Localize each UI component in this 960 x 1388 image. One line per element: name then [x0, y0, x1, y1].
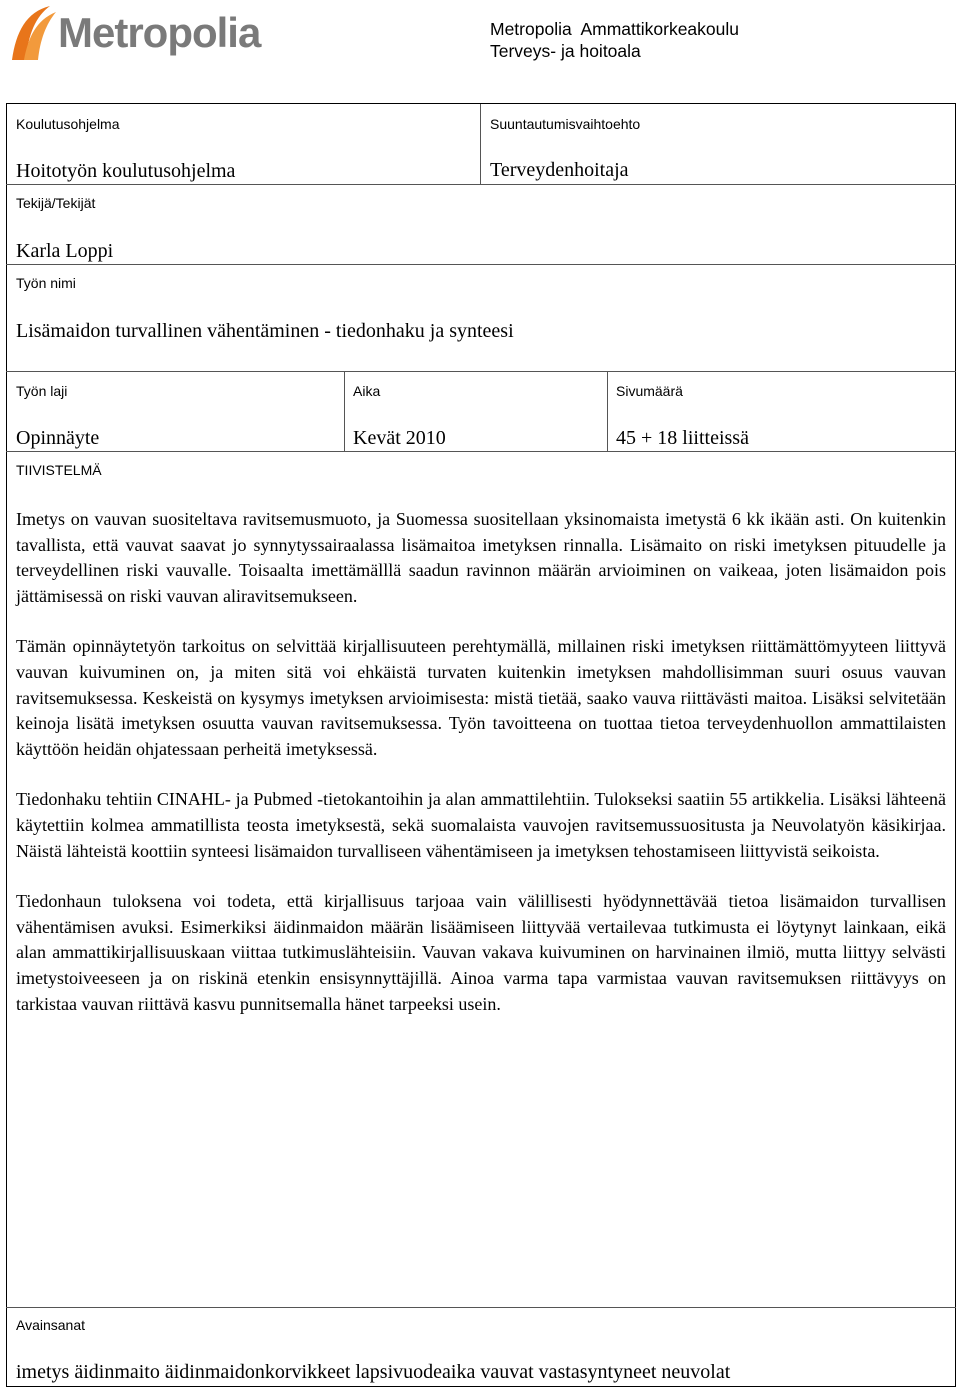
degree-programme-value: Hoitotyön koulutusohjelma [16, 160, 236, 182]
divider [6, 371, 956, 372]
degree-programme-label: Koulutusohjelma [16, 116, 120, 132]
divider [6, 264, 956, 265]
abstract-paragraph: Tämän opinnäytetyön tarkoitus on selvittää kirjallisuuteen perehtymällä, millainen riski imetyksen riittämättömyyteen liittyvä vauvan kuivuminen on, ja miten sitä voi ehkäistä turvaten kuitenkin imetyksen mahdollisimman suuri osuus vauvan ravitsemuksessa. Keskeistä on kysymys imetyksen arvioimisesta: mistä tietää, saako vauva riittävästi maitoa. Lisäksi selvitetään keinoja lisätä imetyksen osuutta vauvan ravitsemuksessa. Työn tavoitteena on tuottaa tietoa terveydenhuollon ammattilaisten käyttöön heidän ohjatessaan perheitä imetyksessä. [16, 636, 946, 759]
author-value: Karla Loppi [16, 240, 114, 262]
keywords-label: Avainsanat [16, 1317, 86, 1333]
thesis-title-value: Lisämaidon turvallinen vähentäminen - tiedonhaku ja synteesi [16, 320, 514, 342]
thesis-title-label: Työn nimi [16, 275, 76, 291]
time-label: Aika [353, 383, 381, 399]
abstract-paragraph: Imetys on vauvan suositeltava ravitsemusmuoto, ja Suomessa suositellaan yksinomaista imetystä 6 kk ikään asti. On kuitenkin tavallista, että vauvat saavat jo synnytyssairaalassa lisämaitoa imetyksen rinnalla. Lisämaito on riski imetyksen pituudelle ja terveydellinen riski vauvalle. Toisaalta imettämälllä saadun ravinnon määrän arvioiminen on vaikeaa, joten lisämaidon pois jättämisessä on riski vauvan aliravitsemukseen. [16, 509, 946, 606]
divider [6, 1307, 956, 1308]
divider [480, 104, 481, 184]
keywords-value: imetys äidinmaito äidinmaidonkorvikkeet lapsivuodeaika vauvat vastasyntyneet neuvolat [16, 1361, 731, 1383]
abstract-paragraph: Tiedonhaku tehtiin CINAHL- ja Pubmed -tietokantoihin ja alan ammattilehtiin. Tulokseksi saatiin 55 artikkelia. Lisäksi lähteenä käytettiin kolmea ammatillista teosta imetyksestä, sekä suomalaista vauvojen ravitsemussuositusta ja Neuvolatyön käsikirjaa. Näistä lähteistä koottiin synteesi lisämaidon turvalliseen vähentämiseen ja imetyksen tehostamiseen liittyvistä seikoista. [16, 789, 946, 861]
abstract-heading: TIIVISTELMÄ [16, 462, 102, 478]
author-label: Tekijä/Tekijät [16, 195, 96, 211]
work-type-value: Opinnäyte [16, 427, 100, 449]
work-type-label: Työn laji [16, 383, 68, 399]
specialisation-label: Suuntautumisvaihtoehto [490, 116, 641, 132]
page-count-label: Sivumäärä [616, 383, 683, 399]
time-value: Kevät 2010 [353, 427, 446, 449]
institution-name: Metropolia Ammattikorkeakoulu [490, 19, 739, 39]
specialisation-value: Terveydenhoitaja [490, 159, 629, 181]
divider [607, 371, 608, 451]
logo-wordmark: Metropolia [58, 9, 261, 56]
abstract-body [16, 507, 946, 1042]
divider [344, 371, 345, 451]
page-count-value: 45 + 18 liitteissä [616, 427, 749, 449]
divider [6, 184, 956, 185]
divider [6, 451, 956, 452]
institution-block [490, 18, 739, 62]
abstract-paragraph: Tiedonhaun tuloksena voi todeta, että kirjallisuus tarjoaa vain välillisesti hyödynnettävää tietoa lisämaidon turvallisen vähentämisen avuksi. Esimerkiksi äidinmaidon määrän lisäämiseen liittyvää vertailevaa tutkimusta ei löytynyt lainkaan, eikä alan ammattikirjallisuuskaan viittaa tutkimuslähteisiin. Vauvan vakava kuivuminen on harvinainen ilmiö, mutta liittyy selvästi imetystoiveeseen ja on riskinä etenkin ensisynnyttäjillä. Ainoa varma tapa varmistaa vauvan ravitsemuksen riittävyys on tarkistaa vauvan riittävä kasvu punnitsemalla hänet tarpeeksi usein. [16, 891, 946, 1014]
department-name: Terveys- ja hoitoala [490, 41, 641, 61]
